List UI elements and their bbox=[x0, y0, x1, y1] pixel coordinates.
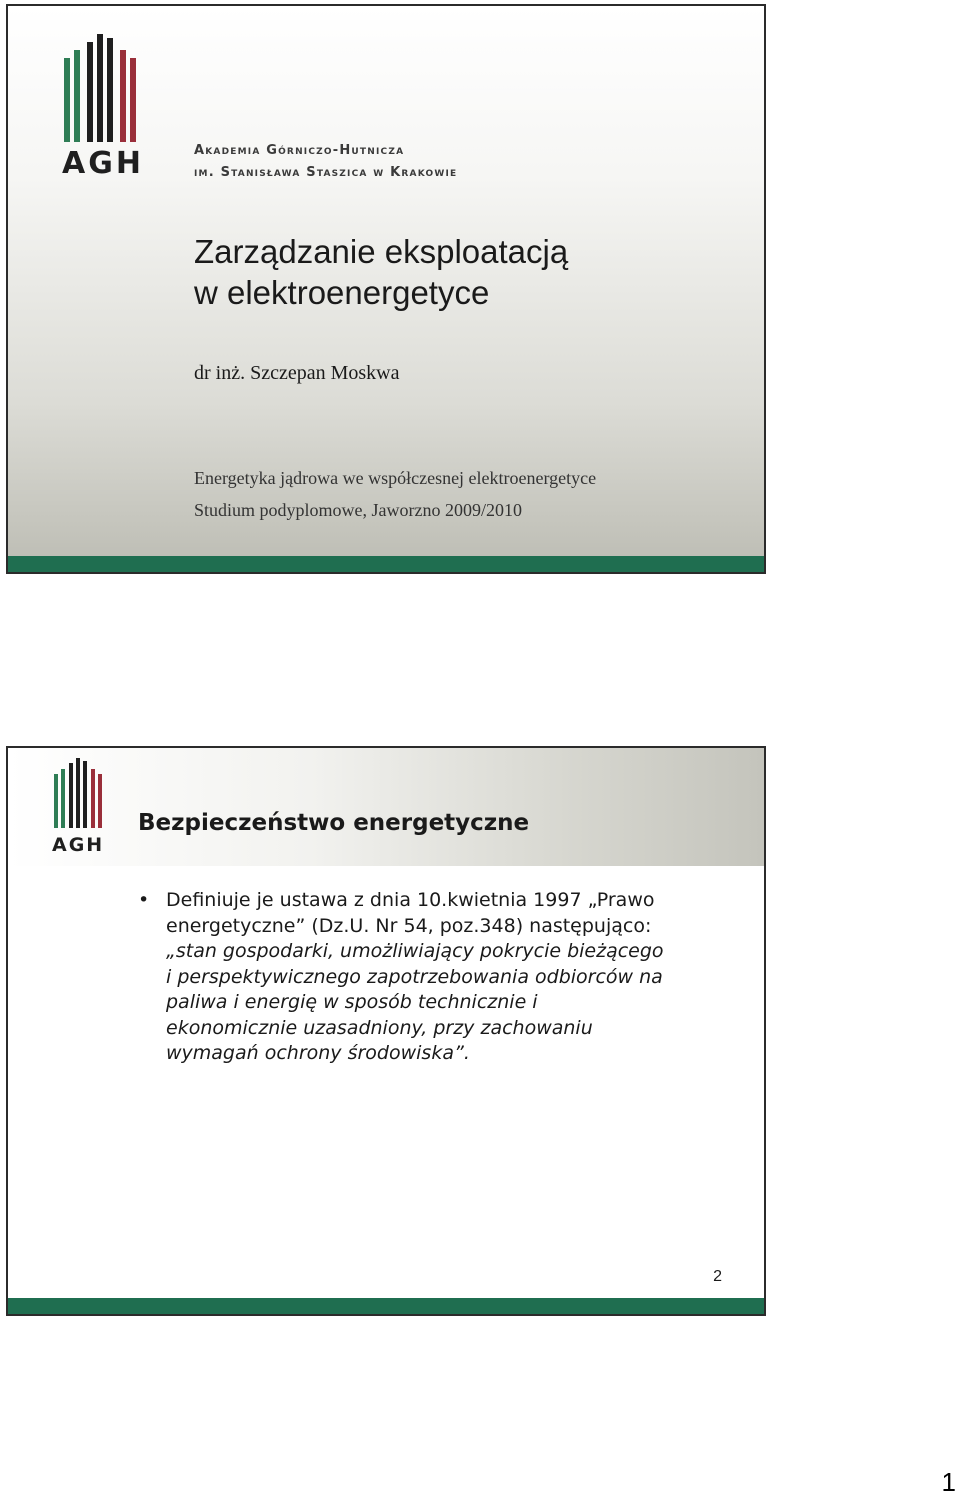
agh-logo-icon bbox=[60, 34, 150, 142]
agh-logo-text: AGH bbox=[62, 146, 144, 181]
university-name-line1: Akademia Górniczo-Hutnicza bbox=[194, 143, 405, 158]
course-info-line2: Studium podyplomowe, Jaworzno 2009/2010 bbox=[194, 500, 522, 520]
slide-title: Bezpieczeństwo energetyczne bbox=[138, 810, 530, 836]
bullet-list bbox=[138, 888, 738, 1067]
presentation-title-line1: Zarządzanie eksploatacją bbox=[194, 233, 569, 270]
content-slide bbox=[6, 746, 766, 1316]
course-info bbox=[194, 462, 596, 526]
page-number: 1 bbox=[941, 1467, 956, 1497]
author-name: dr inż. Szczepan Moskwa bbox=[194, 362, 400, 384]
university-name-line2: im. Stanisława Staszica w Krakowie bbox=[194, 165, 458, 180]
course-info-line1: Energetyka jądrowa we współczesnej elektroenergetyce bbox=[194, 468, 597, 488]
bullet-line: Definiuje je ustawa z dnia 10.kwietnia 1997 „Prawo bbox=[166, 889, 655, 911]
bullet-line-quote: i perspektywicznego zapotrzebowania odbiorców na bbox=[166, 965, 663, 988]
bullet-line: energetyczne” (Dz.U. Nr 54, poz.348) następująco: bbox=[166, 914, 652, 937]
bullet-line-quote: wymagań ochrony środowiska”. bbox=[166, 1042, 470, 1064]
bullet-line-quote: paliwa i energię w sposób technicznie i bbox=[166, 991, 538, 1013]
footer-bar bbox=[8, 556, 764, 572]
bullet-line-quote: ekonomicznie uzasadniony, przy zachowaniu bbox=[166, 1016, 593, 1039]
title-slide bbox=[6, 4, 766, 574]
presentation-title-line2: w elektroenergetyce bbox=[194, 274, 490, 311]
bullet-icon: • bbox=[138, 889, 150, 911]
university-name bbox=[194, 140, 457, 184]
bullet-line-quote: „stan gospodarki, umożliwiający pokrycie bieżącego bbox=[166, 940, 664, 962]
list-item bbox=[138, 888, 738, 1067]
agh-logo-text: AGH bbox=[52, 834, 105, 856]
slide-header bbox=[8, 748, 764, 866]
agh-logo-icon bbox=[52, 758, 108, 828]
bullet-text bbox=[166, 888, 738, 1067]
slide-number: 2 bbox=[713, 1268, 722, 1285]
footer-bar bbox=[8, 1298, 764, 1314]
presentation-title bbox=[194, 231, 568, 313]
